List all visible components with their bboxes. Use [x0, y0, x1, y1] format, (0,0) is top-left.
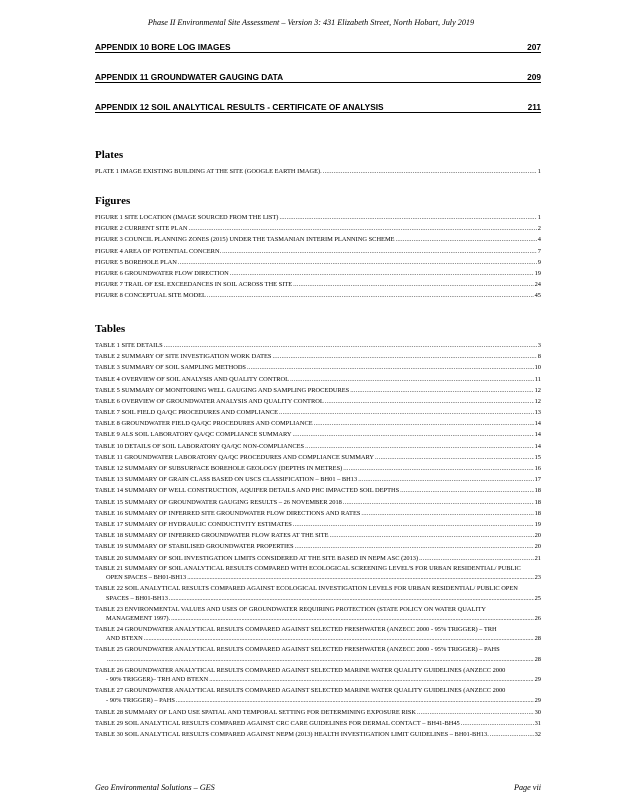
toc-entry[interactable] [95, 430, 541, 441]
toc-entry[interactable] [95, 584, 541, 603]
leader-dots [107, 655, 534, 664]
appendix-page: 207 [527, 42, 541, 52]
leader-dots [295, 541, 534, 552]
entry-continuation [95, 655, 541, 664]
leader-dots [293, 519, 534, 530]
leader-dots [330, 530, 534, 541]
toc-entry[interactable] [95, 396, 541, 407]
entry-title: TABLE 11 GROUNDWATER LABORATORY QA/QC PROCEDURES AND COMPLIANCE SUMMARY [95, 453, 375, 461]
entry-page: 19 [534, 269, 541, 277]
footer-page-number: Page vii [513, 783, 541, 792]
toc-entry[interactable] [95, 497, 541, 508]
entry-title: TABLE 24 GROUNDWATER ANALYTICAL RESULTS COMPARED AGAINST SELECTED FRESHWATER (ANZECC 2000 - 95% TRIGGER) – TRH [95, 625, 497, 633]
toc-entry[interactable] [95, 564, 541, 583]
leader-dots [400, 485, 533, 496]
toc-entry[interactable] [95, 407, 541, 418]
entry-page: 1 [537, 213, 541, 221]
entry-page: 14 [534, 420, 541, 428]
entry-title: TABLE 13 SUMMARY OF GRAIN CLASS BASED ON USCS CLASSIFICATION – BH01 – BH13 [95, 476, 358, 484]
entry-title: TABLE 1 SITE DETAILS [95, 341, 163, 349]
entry-title: TABLE 4 OVERVIEW OF SOIL ANALYSIS AND QUALITY CONTROL [95, 375, 290, 383]
entry-page: 31 [534, 719, 541, 727]
toc-appendix-12[interactable] [95, 102, 541, 113]
entry-title: FIGURE 8 CONCEPTUAL SITE MODEL [95, 292, 206, 300]
entry-title: TABLE 19 SUMMARY OF STABILISED GROUNDWATER PROPERTIES [95, 543, 294, 551]
entry-title: TABLE 28 SUMMARY OF LAND USE SPATIAL AND TEMPORAL SETTING FOR DETERMINING EXPOSURE RISK [95, 708, 416, 716]
entry-title: TABLE 5 SUMMARY OF MONITORING WELL GAUGING AND SAMPLING PROCEDURES [95, 386, 350, 394]
leader-dots [207, 290, 534, 301]
toc-entry[interactable] [95, 340, 541, 351]
toc-entry[interactable] [95, 729, 541, 740]
entry-page: 9 [537, 258, 541, 266]
leader-dots [417, 707, 534, 718]
leader-dots [375, 452, 534, 463]
entry-title: TABLE 8 GROUNDWATER FIELD QA/QC PROCEDURES AND COMPLIANCE [95, 420, 313, 428]
entry-title: FIGURE 2 CURRENT SITE PLAN [95, 225, 188, 233]
appendix-title: APPENDIX 11 GROUNDWATER GAUGING DATA [95, 72, 284, 82]
toc-entry[interactable] [95, 351, 541, 362]
entry-page: 20 [534, 532, 541, 540]
leader-dots [144, 634, 534, 643]
entry-title: TABLE 21 SUMMARY OF SOIL ANALYTICAL RESULTS COMPARED WITH ECOLOGICAL SCREENING LEVEL'S FOR URBAN RESIDENTIAL/ PUBLIC [95, 564, 521, 572]
entry-title: TABLE 26 GROUNDWATER ANALYTICAL RESULTS COMPARED AGAINST SELECTED MARINE WATER QUALITY GUIDELINES (ANZECC 2000 [95, 666, 506, 674]
toc-entry[interactable] [95, 374, 541, 385]
entry-page: 4 [537, 236, 541, 244]
toc-entry[interactable] [95, 166, 541, 177]
entry-title: TABLE 7 SOIL FIELD QA/QC PROCEDURES AND COMPLIANCE [95, 409, 278, 417]
toc-entry[interactable] [95, 362, 541, 373]
entry-page: 28 [534, 635, 541, 643]
leader-dots [325, 396, 534, 407]
entry-page: 12 [534, 397, 541, 405]
entry-page: 7 [537, 247, 541, 255]
plates-list [95, 166, 541, 177]
toc-entry[interactable] [95, 385, 541, 396]
entry-page: 17 [534, 476, 541, 484]
toc-entry[interactable] [95, 234, 541, 245]
leader-dots [314, 418, 534, 429]
toc-entry[interactable] [95, 452, 541, 463]
figures-heading: Figures [95, 195, 131, 207]
leader-dots [293, 279, 533, 290]
entry-title: TABLE 2 SUMMARY OF SITE INVESTIGATION WORK DATES [95, 353, 272, 361]
leader-dots [272, 351, 536, 362]
leader-dots [323, 166, 537, 177]
entry-title: TABLE 12 SUMMARY OF SUBSURFACE BOREHOLE GEOLOGY (DEPTHS IN METRES) [95, 465, 343, 473]
toc-appendix-11[interactable] [95, 72, 541, 83]
figures-list [95, 212, 541, 302]
entry-title: FIGURE 4 AREA OF POTENTIAL CONCERN. [95, 247, 222, 255]
leader-dots [305, 441, 534, 452]
toc-entry[interactable] [95, 707, 541, 718]
toc-entry[interactable] [95, 418, 541, 429]
entry-title: TABLE 29 SOIL ANALYTICAL RESULTS COMPARED AGAINST CRC CARE GUIDELINES FOR DERMAL CONTACT – BH41-BH45 [95, 719, 460, 727]
running-footer [95, 783, 541, 792]
appendix-page: 209 [527, 72, 541, 82]
entry-title: TABLE 10 DETAILS OF SOIL LABORATORY QA/QC NON-COMPLIANCES [95, 442, 305, 450]
entry-title: TABLE 25 GROUNDWATER ANALYTICAL RESULTS COMPARED AGAINST SELECTED FRESHWATER (ANZECC 2000 - 95% TRIGGER) – PAHS [95, 646, 500, 654]
toc-entry[interactable] [95, 541, 541, 552]
entry-page: 26 [534, 614, 541, 622]
entry-page: 29 [534, 676, 541, 684]
entry-page: 23 [534, 574, 541, 582]
entry-title-cont: MANAGEMENT 1997). [106, 614, 171, 622]
entry-page: 11 [534, 375, 541, 383]
toc-entry[interactable] [95, 645, 541, 664]
entry-page: 21 [534, 554, 541, 562]
leader-dots [169, 594, 534, 603]
footer-left: Geo Environmental Solutions – GES [95, 783, 215, 792]
leader-dots [230, 268, 534, 279]
leader-dots [247, 362, 534, 373]
toc-entry[interactable] [95, 605, 541, 624]
entry-title: TABLE 17 SUMMARY OF HYDRAULIC CONDUCTIVITY ESTIMATES [95, 520, 292, 528]
entry-title: FIGURE 5 BOREHOLE PLAN [95, 258, 177, 266]
tables-list [95, 340, 541, 740]
leader-dots [164, 340, 537, 351]
toc-entry[interactable] [95, 718, 541, 729]
leader-dots [189, 223, 537, 234]
toc-entry[interactable] [95, 666, 541, 685]
toc-entry[interactable] [95, 290, 541, 301]
leader-dots [279, 407, 534, 418]
entry-page: 12 [534, 386, 541, 394]
toc-entry[interactable] [95, 508, 541, 519]
entry-page: 13 [534, 409, 541, 417]
leader-dots [222, 246, 537, 257]
toc-entry[interactable] [95, 530, 541, 541]
entry-page: 24 [534, 281, 541, 289]
entry-title: TABLE 6 OVERVIEW OF GROUNDWATER ANALYSIS AND QUALITY CONTROL [95, 397, 324, 405]
entry-page: 18 [534, 487, 541, 495]
entry-title: FIGURE 3 COUNCIL PLANNING ZONES (2015) UNDER THE TASMANIAN INTERIM PLANNING SCHEME [95, 236, 395, 244]
toc-entry[interactable] [95, 553, 541, 564]
toc-entry[interactable] [95, 279, 541, 290]
toc-entry[interactable] [95, 212, 541, 223]
entry-page: 8 [537, 353, 541, 361]
entry-title: TABLE 15 SUMMARY OF GROUNDWATER GAUGING RESULTS – 26 NOVEMBER 2018 [95, 498, 342, 506]
leader-dots [209, 675, 533, 684]
entry-page: 10 [534, 364, 541, 372]
leader-dots [490, 729, 534, 740]
entry-title-cont: OPEN SPACES – BH01-BH13 [106, 574, 187, 582]
entry-page: 14 [534, 431, 541, 439]
leader-dots [171, 614, 533, 623]
entry-title: TABLE 22 SOIL ANALYTICAL RESULTS COMPARED AGAINST ECOLOGICAL INVESTIGATION LEVELS FOR URBAN RESIDENTIAL/ PUBLIC OPEN [95, 585, 518, 593]
leader-dots [361, 508, 533, 519]
entry-title: FIGURE 1 SITE LOCATION (IMAGE SOURCED FROM THE LIST) [95, 213, 279, 221]
entry-continuation [95, 675, 541, 684]
entry-page: 2 [537, 225, 541, 233]
appendix-title: APPENDIX 10 BORE LOG IMAGES [95, 42, 231, 52]
entry-continuation [95, 573, 541, 582]
entry-title: TABLE 18 SUMMARY OF INFERRED GROUNDWATER FLOW RATES AT THE SITE [95, 532, 329, 540]
entry-title: TABLE 14 SUMMARY OF WELL CONSTRUCTION, AQUIFER DETAILS AND PHC IMPACTED SOIL DEPTHS [95, 487, 400, 495]
entry-title: TABLE 23 ENVIRONMENTAL VALUES AND USES OF GROUNDWATER REQUIRING PROTECTION (STATE POLICY ON WATER QUALITY [95, 605, 486, 613]
toc-entry[interactable] [95, 223, 541, 234]
entry-page: 3 [537, 341, 541, 349]
entry-page: 16 [534, 465, 541, 473]
toc-entry[interactable] [95, 257, 541, 268]
entry-page: 19 [534, 520, 541, 528]
toc-entry[interactable] [95, 519, 541, 530]
leader-dots [350, 385, 533, 396]
entry-title-cont: AND BTEXN [106, 635, 143, 643]
entry-page: 45 [534, 292, 541, 300]
plates-heading: Plates [95, 149, 124, 161]
toc-entry[interactable] [95, 474, 541, 485]
appendix-page: 211 [527, 102, 541, 112]
entry-page: 18 [534, 498, 541, 506]
leader-dots [290, 374, 534, 385]
entry-continuation [95, 594, 541, 603]
entry-title: TABLE 3 SUMMARY OF SOIL SAMPLING METHODS [95, 364, 246, 372]
entry-page: 1 [537, 167, 541, 175]
leader-dots [461, 718, 534, 729]
entry-title-cont: SPACES – BH01-BH13 [106, 594, 168, 602]
leader-dots [343, 497, 534, 508]
entry-page: 29 [534, 696, 541, 704]
entry-page: 30 [534, 708, 541, 716]
toc-entry[interactable] [95, 246, 541, 257]
leader-dots [343, 463, 533, 474]
leader-dots [279, 212, 536, 223]
entry-title: TABLE 20 SUMMARY OF SOIL INVESTIGATION LIMITS CONSIDERED AT THE SITE BASED IN NEPM ASC (2013) [95, 554, 419, 562]
entry-title: TABLE 27 GROUNDWATER ANALYTICAL RESULTS COMPARED AGAINST SELECTED MARINE WATER QUALITY GUIDELINES (ANZECC 2000 [95, 687, 506, 695]
toc-entry[interactable] [95, 268, 541, 279]
leader-dots [396, 234, 537, 245]
entry-page: 18 [534, 509, 541, 517]
toc-entry[interactable] [95, 485, 541, 496]
entry-title: FIGURE 7 TRAIL OF ESL EXCEEDANCES IN SOIL ACROSS THE SITE [95, 281, 293, 289]
running-header: Phase II Environmental Site Assessment – Version 3: 431 Elizabeth Street, North Hobart, July 2019 [147, 18, 475, 27]
entry-title: FIGURE 6 GROUNDWATER FLOW DIRECTION [95, 269, 229, 277]
leader-dots [178, 257, 537, 268]
entry-page: 15 [534, 453, 541, 461]
leader-dots [358, 474, 533, 485]
entry-title: PLATE 1 IMAGE EXISTING BUILDING AT THE SITE (GOOGLE EARTH IMAGE). [95, 167, 322, 175]
entry-continuation [95, 614, 541, 623]
entry-page: 32 [534, 730, 541, 738]
entry-title-cont: - 90% TRIGGER)– TRH AND BTEXN [106, 676, 209, 684]
entry-continuation [95, 634, 541, 643]
leader-dots [419, 553, 534, 564]
entry-title: TABLE 9 ALS SOIL LABORATORY QA/QC COMPLIANCE SUMMARY [95, 431, 292, 439]
entry-title-cont: - 90% TRIGGER) – PAHS [106, 696, 175, 704]
leader-dots [176, 696, 534, 705]
appendix-title: APPENDIX 12 SOIL ANALYTICAL RESULTS - CERTIFICATE OF ANALYSIS [95, 102, 384, 112]
toc-entry[interactable] [95, 686, 541, 705]
entry-continuation [95, 696, 541, 705]
entry-page: 25 [534, 594, 541, 602]
leader-dots [293, 429, 534, 440]
tables-heading: Tables [95, 323, 126, 335]
leader-dots [187, 573, 533, 582]
toc-appendix-10[interactable] [95, 42, 541, 53]
entry-page: 14 [534, 442, 541, 450]
entry-page: 28 [534, 655, 541, 663]
toc-entry[interactable] [95, 625, 541, 644]
toc-entry[interactable] [95, 463, 541, 474]
entry-page: 20 [534, 543, 541, 551]
entry-title: TABLE 16 SUMMARY OF INFERRED SITE GROUNDWATER FLOW DIRECTIONS AND RATES [95, 509, 361, 517]
toc-entry[interactable] [95, 441, 541, 452]
entry-title: TABLE 30 SOIL ANALYTICAL RESULTS COMPARED AGAINST NEPM (2013) HEALTH INVESTIGATION LIMIT GUIDELINES – BH01-BH13. [95, 730, 489, 738]
